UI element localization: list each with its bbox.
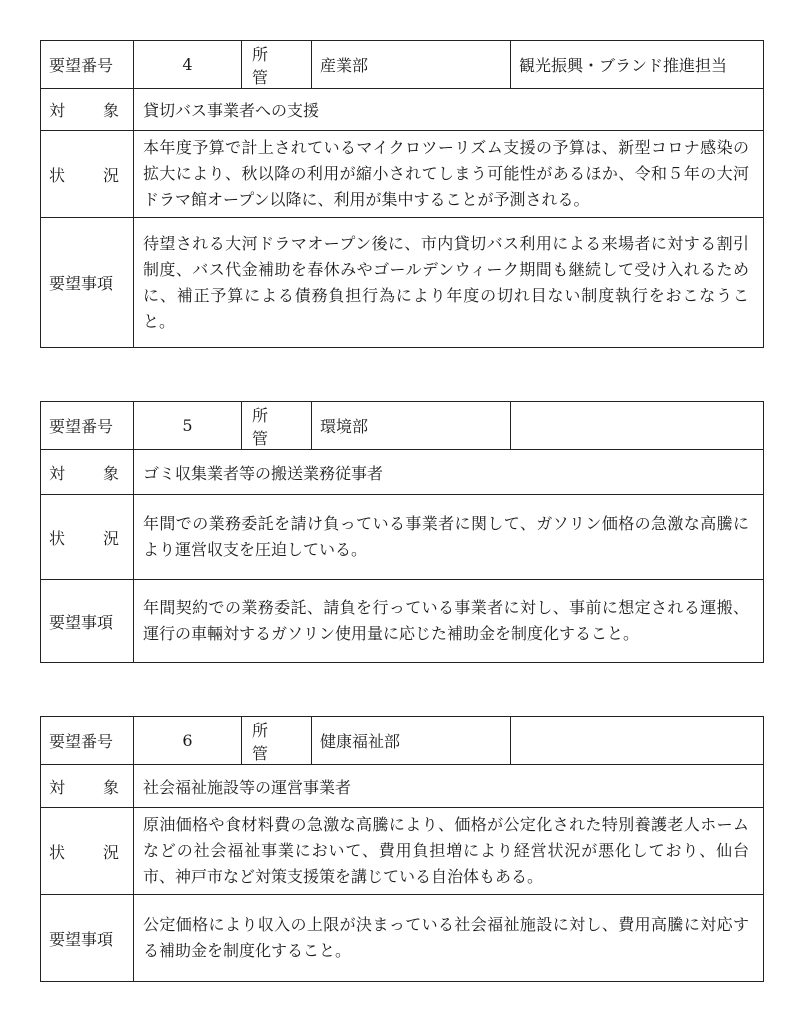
situation-label: 状 況 [41, 808, 134, 895]
header-row [41, 402, 764, 450]
situation-label: 状 況 [41, 131, 134, 218]
section-value [511, 402, 764, 450]
jurisdiction-label: 所 管 [242, 717, 312, 765]
situation-value: 年間での業務委託を請け負っている事業者に関して、ガソリン価格の急激な高騰により運営収支を圧迫している。 [134, 495, 764, 580]
header-row [41, 41, 764, 89]
department-value: 環境部 [312, 402, 511, 450]
request-label: 要望事項 [41, 580, 134, 663]
request-label: 要望事項 [41, 218, 134, 348]
target-label: 対 象 [41, 450, 134, 495]
section-value [511, 717, 764, 765]
request-row [41, 580, 764, 663]
target-value: 貸切バス事業者への支援 [134, 89, 764, 131]
target-value: 社会福祉施設等の運営事業者 [134, 765, 764, 808]
target-row [41, 450, 764, 495]
request-number-label: 要望番号 [41, 402, 134, 450]
situation-row [41, 495, 764, 580]
situation-label: 状 況 [41, 495, 134, 580]
request-number-label: 要望番号 [41, 41, 134, 89]
target-row [41, 765, 764, 808]
request-value: 待望される大河ドラマオープン後に、市内貸切バス利用による来場者に対する割引制度、バス代金補助を春休みやゴールデンウィーク期間も継続して受け入れるために、補正予算による債務負担行為により年度の切れ目ない制度執行をおこなうこと。 [134, 218, 764, 348]
request-row [41, 895, 764, 982]
situation-value: 原油価格や食材料費の急激な高騰により、価格が公定化された特別養護老人ホームなどの社会福祉事業において、費用負担増により経営状況が悪化しており、仙台市、神戸市など対策支援策を講じている自治体もある。 [134, 808, 764, 895]
request-table-4 [40, 40, 764, 348]
header-row [41, 717, 764, 765]
jurisdiction-label: 所 管 [242, 402, 312, 450]
section-value: 観光振興・ブランド推進担当 [511, 41, 764, 89]
target-label: 対 象 [41, 89, 134, 131]
request-table-6 [40, 716, 764, 982]
request-row [41, 218, 764, 348]
request-number-value: 5 [134, 402, 242, 450]
situation-value: 本年度予算で計上されているマイクロツーリズム支援の予算は、新型コロナ感染の拡大により、秋以降の利用が縮小されてしまう可能性があるほか、令和５年の大河ドラマ館オープン以降に、利用が集中することが予測される。 [134, 131, 764, 218]
jurisdiction-label: 所 管 [242, 41, 312, 89]
request-number-value: 4 [134, 41, 242, 89]
target-label: 対 象 [41, 765, 134, 808]
situation-row [41, 131, 764, 218]
department-value: 健康福祉部 [312, 717, 511, 765]
request-value: 公定価格により収入の上限が決まっている社会福祉施設に対し、費用高騰に対応する補助金を制度化すること。 [134, 895, 764, 982]
target-value: ゴミ収集業者等の搬送業務従事者 [134, 450, 764, 495]
request-table-5 [40, 401, 764, 663]
request-number-value: 6 [134, 717, 242, 765]
situation-row [41, 808, 764, 895]
target-row [41, 89, 764, 131]
department-value: 産業部 [312, 41, 511, 89]
request-label: 要望事項 [41, 895, 134, 982]
request-value: 年間契約での業務委託、請負を行っている事業者に対し、事前に想定される運搬、運行の車輛対するガソリン使用量に応じた補助金を制度化すること。 [134, 580, 764, 663]
request-number-label: 要望番号 [41, 717, 134, 765]
